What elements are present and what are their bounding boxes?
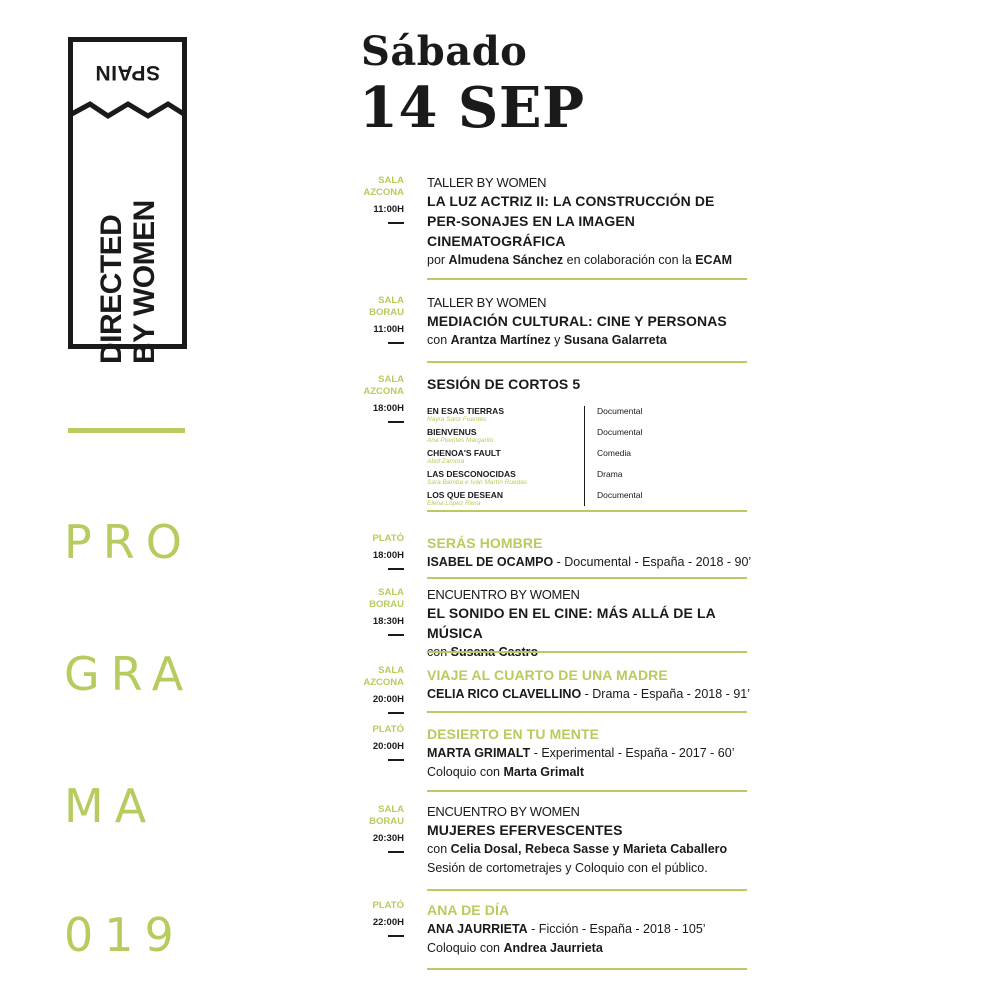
event-time: 11:00H: [373, 324, 404, 335]
accent-bar: [68, 428, 185, 433]
event-type: ENCUENTRO BY WOMEN: [427, 587, 580, 602]
event-credits: MARTA GRIMALT - Experimental - España - 2017 - 60’: [427, 746, 735, 760]
event-venue: PLATÓ: [372, 724, 404, 735]
event-credits: con Celia Dosal, Rebeca Sasse y Marieta Caballero: [427, 842, 728, 856]
event-note: Sesión de cortometrajes y Coloquio con el público.: [427, 861, 708, 875]
event-venue: SALA BORAU: [369, 295, 404, 318]
event-time: 20:00H: [372, 694, 404, 705]
event-time: 18:00H: [372, 403, 404, 414]
list-item: LAS DESCONOCIDAS Sara Bamba e Iván Martín Ruedas Drama: [427, 469, 623, 486]
event-time: 11:00H: [373, 204, 404, 215]
event-time: 20:30H: [372, 833, 404, 844]
zigzag-divider-icon: [68, 100, 187, 122]
event-credits: ANA JAURRIETA - Ficción - España - 2018 - 105’: [427, 922, 706, 936]
logo-title: DIRECTED BY WOMEN: [95, 200, 161, 364]
event-title: SERÁS HOMBRE: [427, 535, 543, 551]
directed-by-women-logo: [68, 37, 187, 364]
event-venue: SALA AZCONA: [363, 374, 404, 397]
list-item: CHENOA'S FAULT Abril Zamora Comedia: [427, 448, 632, 465]
event-venue: SALA BORAU: [369, 587, 404, 610]
event-venue: PLATÓ: [372, 533, 404, 544]
event-title: LA LUZ ACTRIZ II: LA CONSTRUCCIÓN DE PER-SONAJES EN LA IMAGEN CINEMATOGRÁFICA: [427, 193, 715, 249]
event-colloquium: Coloquio con Andrea Jaurrieta: [427, 941, 603, 955]
event-title: EL SONIDO EN EL CINE: MÁS ALLÁ DE LA MÚSICA: [427, 605, 716, 641]
shorts-table: [427, 406, 727, 511]
programa-line-1: PRO: [64, 515, 193, 569]
logo-spain-text: SPAIN: [94, 61, 161, 84]
programa-line-4: 019: [64, 908, 185, 962]
event-venue: PLATÓ: [372, 900, 404, 911]
event-type: TALLER BY WOMEN: [427, 175, 547, 190]
programa-line-3: MA: [64, 779, 158, 833]
event-venue: SALA BORAU: [369, 804, 404, 827]
event-time: 22:00H: [372, 917, 404, 928]
list-item: BIENVENUS Ana Puentes Margarito Documental: [427, 427, 643, 444]
event-venue: SALA AZCONA: [363, 665, 404, 688]
event-colloquium: Coloquio con Marta Grimalt: [427, 765, 585, 779]
programa-line-2: GRA: [64, 647, 195, 701]
event-type: ENCUENTRO BY WOMEN: [427, 804, 580, 819]
event-venue: SALA AZCONA: [363, 175, 404, 198]
event-title: DESIERTO EN TU MENTE: [427, 726, 600, 742]
event-credits: CELIA RICO CLAVELLINO - Drama - España - 2018 - 91’: [427, 687, 750, 701]
weekday-heading: Sábado: [361, 28, 528, 75]
event-time: 18:00H: [372, 550, 404, 561]
event-title: SESIÓN DE CORTOS 5: [427, 376, 581, 392]
event-title: ANA DE DÍA: [427, 902, 510, 918]
event-time: 20:00H: [372, 741, 404, 752]
event-type: TALLER BY WOMEN: [427, 295, 547, 310]
date-heading: 14 SEP: [359, 75, 585, 141]
event-credits: por Almudena Sánchez en colaboración con la ECAM: [427, 253, 733, 267]
event-title: MEDIACIÓN CULTURAL: CINE Y PERSONAS: [427, 313, 727, 329]
event-credits: ISABEL DE OCAMPO - Documental - España - 2018 - 90’: [427, 555, 752, 569]
list-item: EN ESAS TIERRAS Nayra Sanz Fuentes Documental: [427, 406, 643, 423]
event-title: VIAJE AL CUARTO DE UNA MADRE: [427, 667, 668, 683]
list-item: LOS QUE DESEAN Elena López Riera Documental: [427, 490, 643, 507]
event-time: 18:30H: [372, 616, 404, 627]
event-title: MUJERES EFERVESCENTES: [427, 822, 623, 838]
event-credits: con Arantza Martínez y Susana Galarreta: [427, 333, 667, 347]
